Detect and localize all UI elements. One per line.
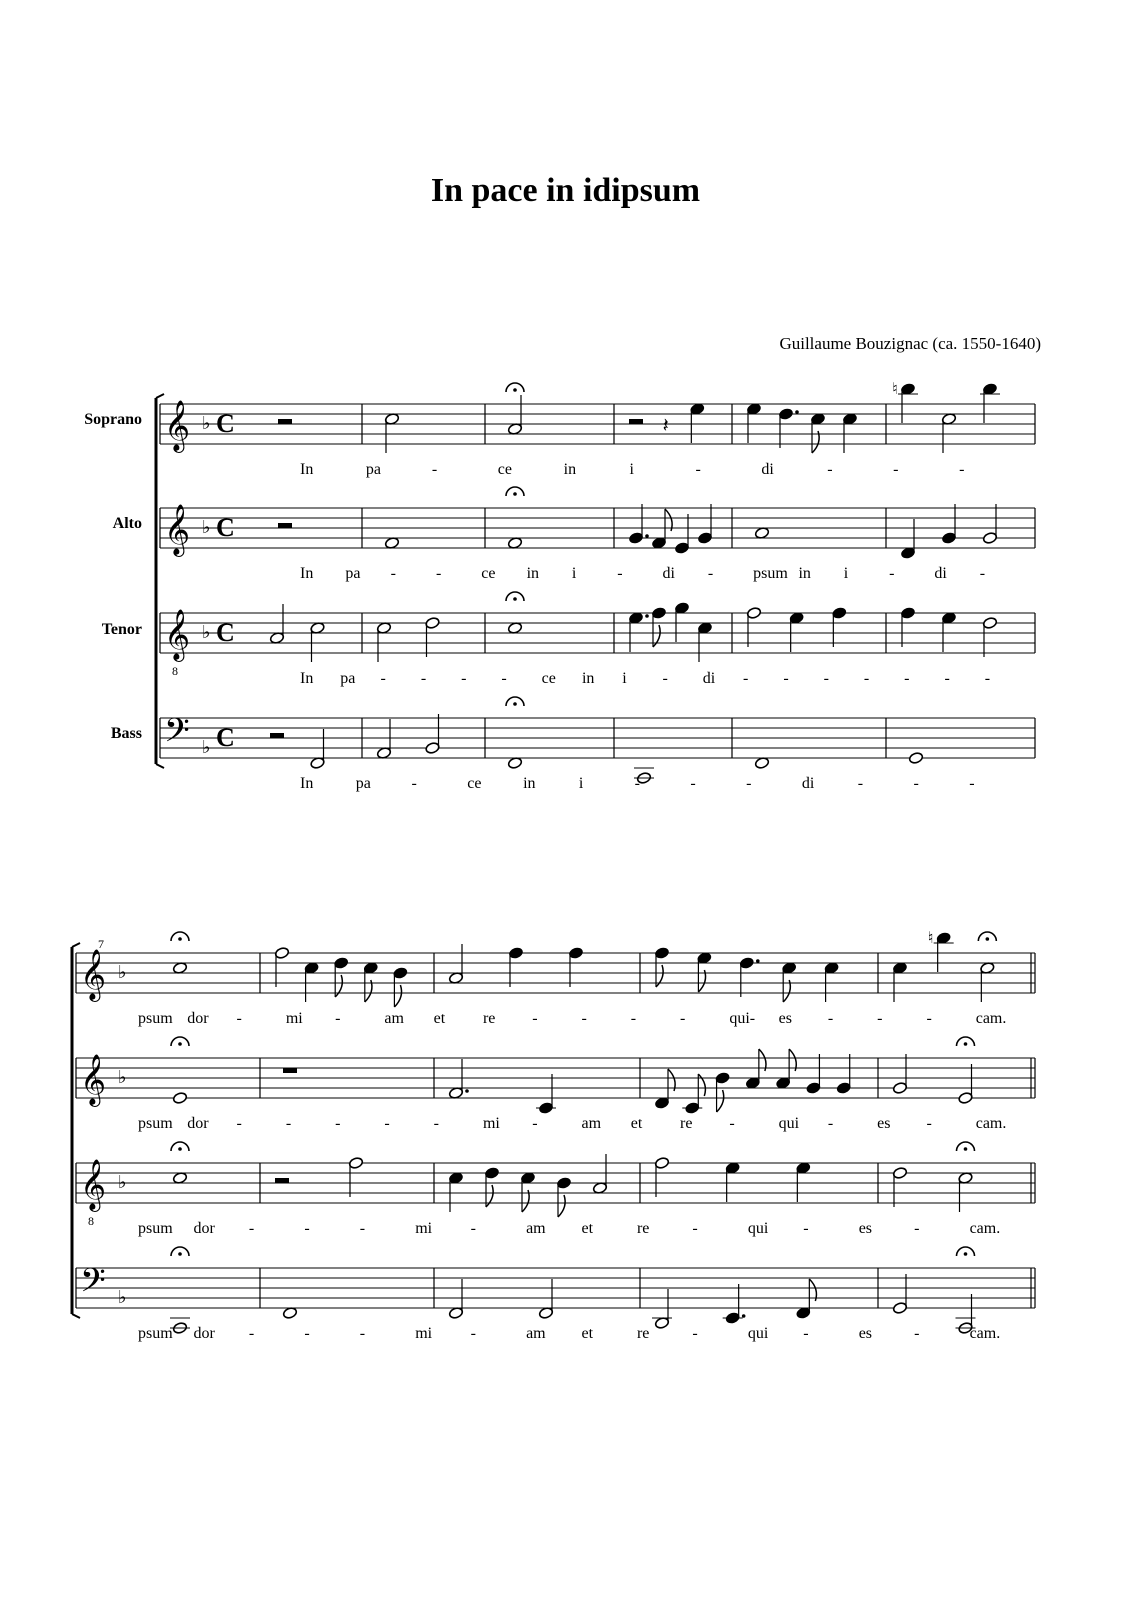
lyric-syllable: - [904,670,910,687]
lyric-syllable: - [692,1325,698,1342]
lyric-syllable: psum [753,565,788,582]
lyric-syllable: qui [778,1115,800,1132]
key-signature-flat-icon: ♭ [118,1067,127,1087]
lyric-syllable: - [783,670,789,687]
half-rest-icon [275,1178,289,1183]
note-head [425,617,440,630]
note-head [806,1082,821,1095]
key-signature-flat-icon: ♭ [118,1287,127,1307]
lyric-syllable: - [390,565,396,582]
lyric-syllable: - [743,670,749,687]
lyric-syllable: dor [193,1325,215,1342]
note-head [274,947,289,960]
lyric-syllable: - [944,670,950,687]
lyric-syllable: - [617,565,623,582]
fermata-dot [964,1252,968,1256]
lyric-syllable: - [692,1220,698,1237]
lyric-syllable: psum [138,1220,173,1237]
lyric-syllable: In [300,565,314,582]
lyric-syllable: - [435,565,442,582]
bass-clef-icon: 𝄢 [164,712,190,757]
lyric-syllable: in [581,670,595,687]
lyric-syllable: - [984,670,991,687]
lyric-syllable: psum [138,1325,173,1342]
lyric-syllable: - [236,1115,242,1132]
lyric-syllable: In [300,775,314,792]
lyric-syllable: pa [355,775,371,792]
note-flag [394,985,401,1007]
lyric-syllable: - [803,1325,809,1342]
note-head [393,967,408,980]
lyric-syllable: - [969,775,975,792]
note-head [508,947,523,960]
bracket-bottom-hook [156,764,164,768]
lyric-syllable: - [914,1220,920,1237]
bracket-top-hook [156,394,164,398]
lyric-syllable: am [526,1220,546,1237]
note-head [982,532,997,545]
lyric-syllable: - [634,775,640,792]
bracket-top-hook [72,943,80,947]
note-head [715,1072,730,1085]
lyric-syllable: di [702,670,716,687]
note-flag [653,625,660,647]
lyric-syllable: am [526,1325,546,1342]
lyric-syllable: es [858,1325,873,1342]
half-rest-icon [278,523,292,528]
lyric-syllable: - [384,1115,390,1132]
lyric-syllable: di [761,461,774,478]
lyric-syllable: - [532,1115,538,1132]
lyric-syllable: - [304,1220,310,1237]
treble-clef-icon: 𝄞 [164,505,191,554]
lyric-syllable: in [563,461,577,478]
lyric-syllable: cam. [975,1010,1007,1027]
lyric-syllable: - [433,1115,439,1132]
lyric-syllable: - [926,1115,932,1132]
fermata-dot [964,1042,968,1046]
lyric-syllable: - [501,670,507,687]
note-head [941,532,956,545]
lyric-syllable: mi [285,1010,303,1027]
lyric-syllable: di [934,565,947,582]
lyric-syllable: - [823,670,829,687]
lyric-syllable: qui- [729,1010,756,1027]
lyric-syllable: am [581,1115,602,1132]
key-signature-flat-icon: ♭ [202,622,211,642]
lyric-syllable: psum [138,1010,173,1027]
lyric-syllable: cam. [975,1115,1007,1132]
composer-credit: Guillaume Bouzignac (ca. 1550-1640) [779,334,1041,353]
lyric-syllable: - [420,670,427,687]
lyric-syllable: - [857,775,864,792]
lyric-syllable: ce [497,461,512,478]
bracket-bottom-hook [72,1314,80,1318]
lyric-syllable: - [729,1115,735,1132]
lyric-syllable: - [877,1010,883,1027]
note-head [484,1167,499,1180]
page-title: In pace in idipsum [430,172,701,209]
lyric-syllable: - [707,565,714,582]
lyric-syllable: - [959,461,965,478]
lyric-syllable: - [532,1010,538,1027]
lyric-syllable: qui [747,1325,769,1342]
lyric-syllable: - [913,775,919,792]
note-head [778,408,793,421]
lyric-syllable: es [858,1220,873,1237]
fermata-dot [513,388,517,392]
lyric-syllable: pa [340,670,356,687]
lyric-syllable: - [803,1220,809,1237]
lyric-syllable: - [335,1115,341,1132]
note-head [832,607,847,620]
time-signature-common-icon: C [216,513,235,542]
part-name-bass: Bass [110,725,142,742]
natural-sign-icon: ♮ [892,381,898,398]
note-head [654,1157,669,1170]
lyric-syllable: - [979,565,986,582]
fermata-dot [513,597,517,601]
fermata-dot [178,1252,182,1256]
lyric-syllable: in [798,565,811,582]
half-rest-icon [270,733,284,738]
note-head [651,607,666,620]
lyric-syllable: In [300,461,314,478]
note-flag [558,1195,565,1217]
lyric-syllable: - [335,1010,341,1027]
note-head [425,742,440,755]
lyric-syllable: - [304,1325,310,1342]
lyric-syllable: dor [187,1115,209,1132]
lyric-syllable: - [248,1325,255,1342]
lyric-syllable: mi [415,1220,433,1237]
time-signature-common-icon: C [216,723,235,752]
lyric-syllable: pa [365,461,382,478]
lyric-syllable: - [236,1010,242,1027]
lyric-syllable: di [662,565,675,582]
note-head [628,532,643,545]
note-head [654,947,669,960]
note-head [697,532,712,545]
note-head [348,1157,363,1170]
lyric-syllable: dor [187,1010,209,1027]
lyric-syllable: - [380,670,386,687]
lyric-syllable: et [630,1115,643,1132]
lyric-syllable: et [433,1010,446,1027]
note-flag [717,1090,724,1112]
treble-clef-icon: 𝄞 [164,610,191,659]
key-signature-flat-icon: ♭ [202,413,211,433]
lyric-syllable: mi [482,1115,500,1132]
note-head [674,542,689,555]
lyric-syllable: In [300,670,314,687]
lyric-syllable: mi [415,1325,433,1342]
augmentation-dot [795,410,799,414]
half-rest-icon [278,419,292,424]
lyric-syllable: ce [467,775,482,792]
lyric-syllable: - [827,1115,834,1132]
lyric-syllable: i [843,565,849,582]
fermata-dot [986,937,990,941]
note-head [892,1082,907,1095]
lyric-syllable: - [889,565,895,582]
note-head [568,947,583,960]
lyric-syllable: re [680,1115,693,1132]
augmentation-dot [742,1314,746,1318]
note-flag [698,1074,705,1096]
lyric-syllable: - [470,1325,476,1342]
lyric-syllable: re [482,1010,496,1027]
lyric-syllable: - [470,1220,476,1237]
lyric-syllable: - [695,461,701,478]
lyric-syllable: pa [345,565,361,582]
lyric-syllable: ce [541,670,556,687]
lyric-syllable: ce [481,565,496,582]
note-head [836,1082,851,1095]
fermata-dot [513,702,517,706]
fermata-dot [178,937,182,941]
lyric-syllable: i [629,461,634,478]
measure-number: 7 [98,937,104,951]
fermata-dot [178,1042,182,1046]
augmentation-dot [645,614,649,618]
lyric-syllable: - [461,670,467,687]
part-name-soprano: Soprano [84,411,142,428]
lyric-syllable: - [914,1325,920,1342]
octave-eight-marker: 8 [88,1214,94,1228]
lyric-syllable: es [877,1115,891,1132]
lyric-syllable: - [827,461,833,478]
treble-clef-icon: 𝄞 [164,401,191,450]
lyric-syllable: am [384,1010,404,1027]
lyric-syllable: - [893,461,899,478]
lyric-syllable: - [690,775,696,792]
natural-sign-icon: ♮ [927,930,934,947]
note-head [556,1177,571,1190]
note-head [892,1302,907,1315]
lyric-syllable: - [248,1220,255,1237]
lyric-syllable: i [622,670,627,687]
lyric-syllable: - [746,775,752,792]
whole-rest-icon [283,1068,297,1073]
lyric-syllable: in [526,565,540,582]
note-flag [486,1185,493,1207]
lyric-syllable: cam. [969,1325,1001,1342]
lyric-syllable: cam. [969,1220,1001,1237]
time-signature-common-icon: C [216,409,235,438]
note-flag [656,965,663,987]
lyric-syllable: di [801,775,815,792]
key-signature-flat-icon: ♭ [202,737,211,757]
key-signature-flat-icon: ♭ [118,962,127,982]
lyric-syllable: - [359,1220,366,1237]
lyric-syllable: - [863,670,870,687]
lyric-syllable: - [359,1325,366,1342]
key-signature-flat-icon: ♭ [202,517,211,537]
lyric-syllable: - [680,1010,686,1027]
note-head [334,957,349,970]
note-head [958,1092,973,1105]
note-head [900,607,915,620]
lyric-syllable: - [662,670,668,687]
lyric-syllable: i [578,775,584,792]
quarter-rest-icon: 𝄽 [662,415,669,437]
note-head [739,957,754,970]
lyric-syllable: - [926,1010,932,1027]
bass-clef-icon: 𝄢 [80,1262,106,1307]
lyric-syllable: - [285,1115,292,1132]
lyric-syllable: - [581,1010,587,1027]
lyric-syllable: et [581,1325,594,1342]
augmentation-dot [465,1089,469,1093]
lyric-syllable: - [630,1010,637,1027]
lyric-syllable: dor [193,1220,215,1237]
fermata-dot [964,1147,968,1151]
lyric-syllable: - [431,461,438,478]
note-head [172,1092,187,1105]
lyric-syllable: - [411,775,417,792]
lyric-syllable: psum [138,1115,173,1132]
note-head [908,752,923,765]
lyric-syllable: et [581,1220,594,1237]
half-rest-icon [629,419,643,424]
time-signature-common-icon: C [216,618,235,647]
lyric-syllable: re [636,1325,650,1342]
note-head [892,1167,907,1180]
lyric-syllable: - [827,1010,834,1027]
lyric-syllable: qui [747,1220,769,1237]
note-head [746,607,761,620]
lyric-syllable: re [636,1220,650,1237]
note-head [982,617,997,630]
augmentation-dot [756,959,760,963]
lyric-syllable: es [778,1010,792,1027]
key-signature-flat-icon: ♭ [118,1172,127,1192]
octave-eight-marker: 8 [172,664,178,678]
fermata-dot [178,1147,182,1151]
treble-clef-icon: 𝄞 [80,1160,107,1209]
part-name-tenor: Tenor [101,621,142,638]
lyric-syllable: in [523,775,536,792]
part-name-alto: Alto [112,515,142,532]
note-flag [335,975,342,997]
augmentation-dot [645,534,649,538]
fermata-dot [513,492,517,496]
lyric-syllable: i [571,565,577,582]
treble-clef-icon: 𝄞 [80,950,107,999]
treble-clef-icon: 𝄞 [80,1055,107,1104]
